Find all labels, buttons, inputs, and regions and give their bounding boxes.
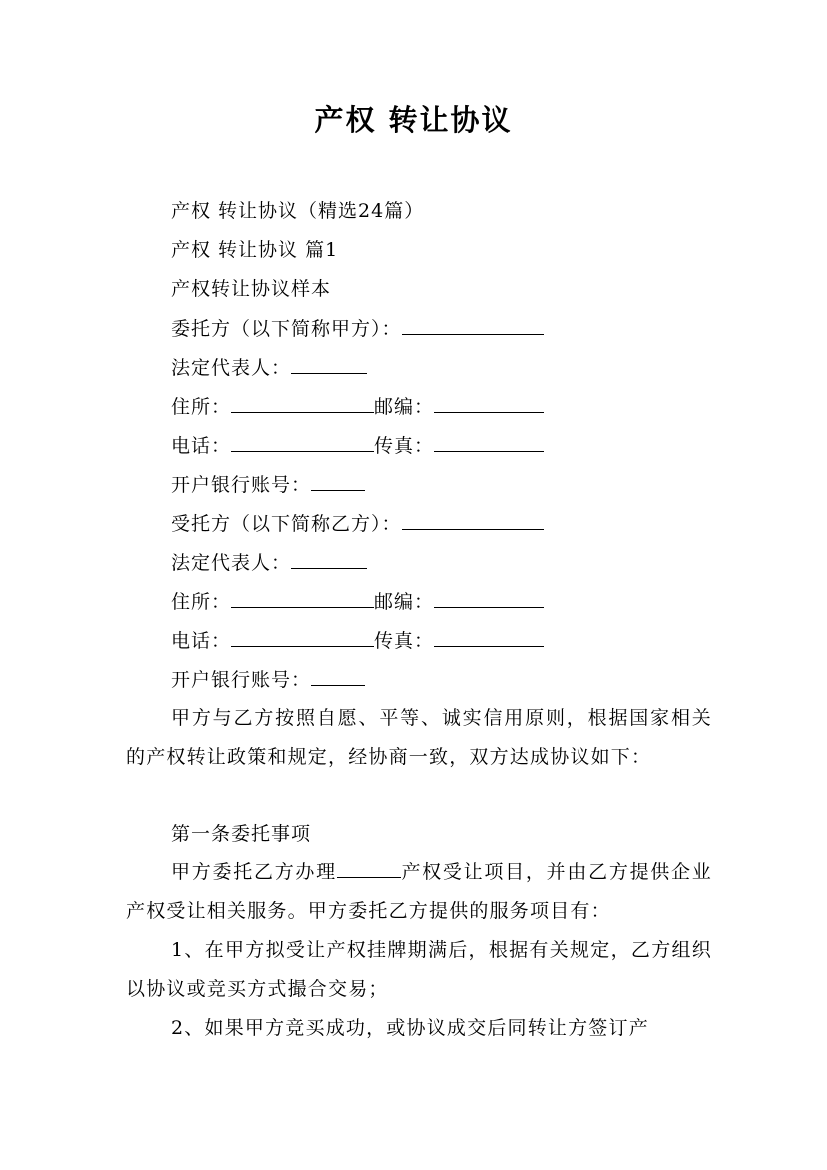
party-b-address-label: 住所：	[171, 591, 232, 613]
sample-title: 产权转让协议样本	[171, 278, 332, 300]
party-a-fax-label: 传真：	[374, 435, 435, 457]
article1-paragraph	[126, 853, 712, 930]
party-b-legal-rep-blank	[291, 550, 367, 569]
party-b-postcode-blank	[434, 589, 544, 608]
article1-heading: 第一条委托事项	[171, 823, 312, 845]
party-a-postcode-label: 邮编：	[374, 396, 435, 418]
party-b-legal-rep-field	[171, 550, 367, 575]
party-a-address-label: 住所：	[171, 396, 232, 418]
party-b-phone-label: 电话：	[171, 630, 232, 652]
party-b-legal-rep-label: 法定代表人：	[171, 552, 292, 574]
article1-project-blank	[337, 859, 401, 878]
party-b-bank-label: 开户银行账号：	[171, 669, 312, 691]
party-a-fax-blank	[434, 433, 544, 452]
party-b-address-blank	[231, 589, 374, 608]
party-b-label: 受托方（以下简称乙方）：	[171, 513, 402, 535]
party-a-legal-rep-blank	[291, 355, 367, 374]
party-a-postcode-blank	[434, 394, 544, 413]
party-a-bank-label: 开户银行账号：	[171, 474, 312, 496]
party-a-address-field	[171, 394, 544, 419]
article1-text-before: 甲方委托乙方办理	[171, 861, 337, 883]
party-a-phone-field	[171, 433, 544, 458]
party-a-phone-blank	[231, 433, 374, 452]
party-b-phone-field	[171, 628, 544, 653]
party-a-bank-blank	[311, 472, 365, 491]
party-b-fax-label: 传真：	[374, 630, 435, 652]
party-a-legal-rep-label: 法定代表人：	[171, 357, 292, 379]
party-b-bank-field	[171, 667, 365, 692]
party-a-legal-rep-field	[171, 355, 367, 380]
party-a-label: 委托方（以下简称甲方）：	[171, 318, 402, 340]
party-b-address-field	[171, 589, 544, 614]
party-b-bank-blank	[311, 667, 365, 686]
party-a-address-blank	[231, 394, 374, 413]
party-b-fax-blank	[434, 628, 544, 647]
party-b-blank	[402, 511, 544, 530]
party-a-phone-label: 电话：	[171, 435, 232, 457]
section-heading: 产权 转让协议 篇1	[171, 239, 339, 261]
party-b-phone-blank	[231, 628, 374, 647]
document-subtitle: 产权 转让协议（精选24篇）	[171, 200, 425, 222]
document-title: 产权 转让协议	[314, 103, 513, 137]
article1-text-after: 产权受让项目，并由乙方提供企业产权受让相关服务。甲方委托乙方提供的服务项目有：	[126, 861, 712, 922]
intro-paragraph: 甲方与乙方按照自愿、平等、诚实信用原则，根据国家相关的产权转让政策和规定，经协商一致，双方达成协议如下：	[126, 707, 712, 768]
party-b-postcode-label: 邮编：	[374, 591, 435, 613]
party-a-blank	[402, 316, 544, 335]
party-a-bank-field	[171, 472, 365, 497]
party-a-field	[171, 316, 544, 341]
item-1: 1、在甲方拟受让产权挂牌期满后，根据有关规定，乙方组织以协议或竞买方式撮合交易；	[126, 939, 712, 1000]
item-2: 2、如果甲方竞买成功，或协议成交后同转让方签订产	[171, 1017, 649, 1039]
party-b-field	[171, 511, 544, 536]
